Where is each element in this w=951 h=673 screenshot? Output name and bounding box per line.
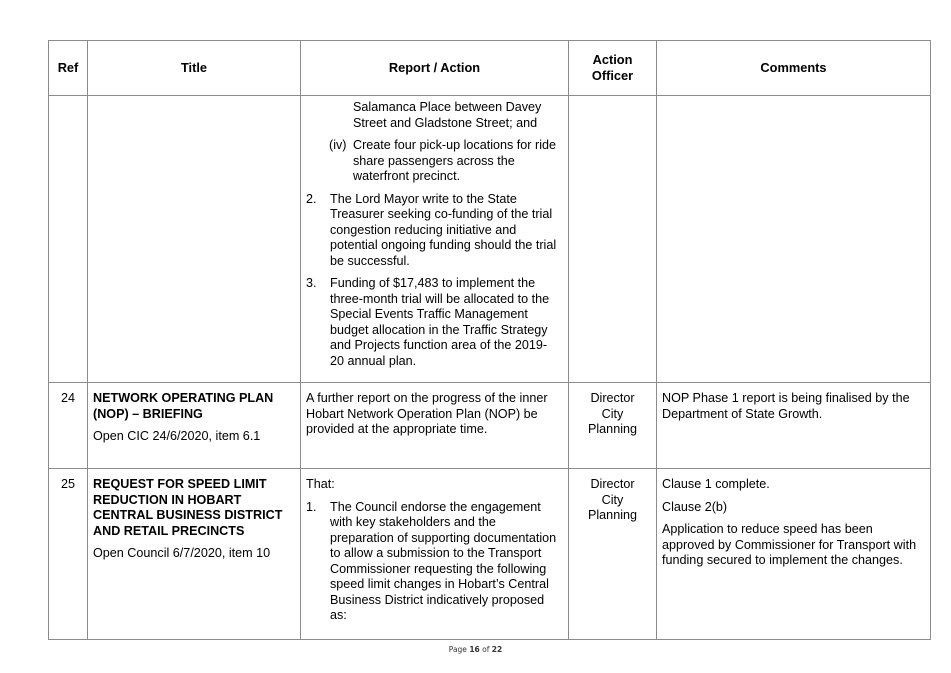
officer-cell (569, 383, 657, 469)
item-title: NETWORK OPERATING PLAN (NOP) – BRIEFING (93, 391, 274, 421)
officer-line: City (601, 406, 624, 421)
page-total: 22 (491, 645, 503, 654)
report-cell (301, 383, 569, 469)
page-current: 16 (469, 645, 480, 654)
sub-item-text: Create four pick-up locations for ride share passengers across the waterfront precinct. (353, 138, 556, 183)
table-row (49, 469, 931, 640)
header-officer-line2: Officer (591, 68, 634, 83)
item-text: Funding of $17,483 to implement the three-month trial will be allocated to the Special Events Traffic Management budget allocation in the Traffic Strategy and Projects function area of the 2019-20 annual plan. (330, 276, 550, 368)
comment-text: Clause 2(b) (662, 499, 728, 514)
item-text: The Lord Mayor write to the State Treasurer seeking co-funding of the trial congestion reducing initiative and potential ongoing funding should the trial be successful. (330, 191, 557, 268)
action-table (48, 40, 931, 640)
officer-cell (569, 96, 657, 383)
comments-cell (657, 469, 931, 640)
item-marker: 1. (306, 499, 317, 514)
table-row (49, 96, 931, 383)
item-title: REQUEST FOR SPEED LIMIT REDUCTION IN HOBART CENTRAL BUSINESS DISTRICT AND RETAIL PRECINCTS (93, 477, 283, 538)
header-comments: Comments (657, 41, 931, 96)
report-text: A further report on the progress of the inner Hobart Network Operation Plan (NOP) be provided at the appropriate time. (306, 391, 548, 436)
comment-text: Clause 1 complete. (662, 477, 770, 491)
header-report: Report / Action (301, 41, 569, 96)
table-header-row (49, 41, 931, 96)
page-footer (0, 645, 951, 654)
ref-cell (49, 96, 88, 383)
header-ref: Ref (49, 41, 88, 96)
item-text: The Council endorse the engagement with key stakeholders and the preparation of supporting documentation to allow a submission to the Transport Commissioner requesting the following speed limit changes in Hobart’s Central Business District indicatively proposed as: (330, 499, 557, 622)
item-marker: 2. (306, 191, 317, 206)
comment-text: Application to reduce speed has been approved by Commissioner for Transport with funding secured to implement the changes. (662, 522, 917, 567)
title-cell (88, 96, 301, 383)
report-cell (301, 96, 569, 383)
meeting-reference: Open Council 6/7/2020, item 10 (93, 546, 271, 560)
comments-cell (657, 383, 931, 469)
meeting-reference: Open CIC 24/6/2020, item 6.1 (93, 429, 261, 443)
officer-line: Director (590, 391, 635, 405)
officer-cell (569, 469, 657, 640)
officer-line: Planning (587, 422, 638, 436)
continued-text: Salamanca Place between Davey Street and Gladstone Street; and (353, 100, 542, 130)
officer-line: City (601, 492, 624, 507)
title-cell (88, 469, 301, 640)
table-row (49, 383, 931, 469)
header-officer (569, 41, 657, 96)
ref-cell (49, 383, 88, 469)
ref-number: 25 (60, 477, 75, 491)
numbered-item-2 (306, 192, 563, 270)
sub-item-marker: (iv) (329, 138, 347, 152)
officer-line: Planning (587, 508, 638, 522)
title-cell (88, 383, 301, 469)
officer-line: Director (590, 477, 635, 491)
ref-number: 24 (60, 391, 75, 405)
header-title: Title (88, 41, 301, 96)
item-marker: 3. (306, 276, 317, 290)
report-intro: That: (306, 477, 335, 491)
page-separator: of (482, 645, 490, 654)
report-cell (301, 469, 569, 640)
ref-cell (49, 469, 88, 640)
comments-cell (657, 96, 931, 383)
sub-item-iv (306, 138, 563, 185)
page-label: Page (448, 645, 467, 654)
header-officer-line1: Action (592, 52, 633, 67)
numbered-item-1 (306, 500, 563, 624)
numbered-item-3 (306, 276, 563, 369)
comment-text: NOP Phase 1 report is being finalised by the Department of State Growth. (662, 391, 910, 421)
